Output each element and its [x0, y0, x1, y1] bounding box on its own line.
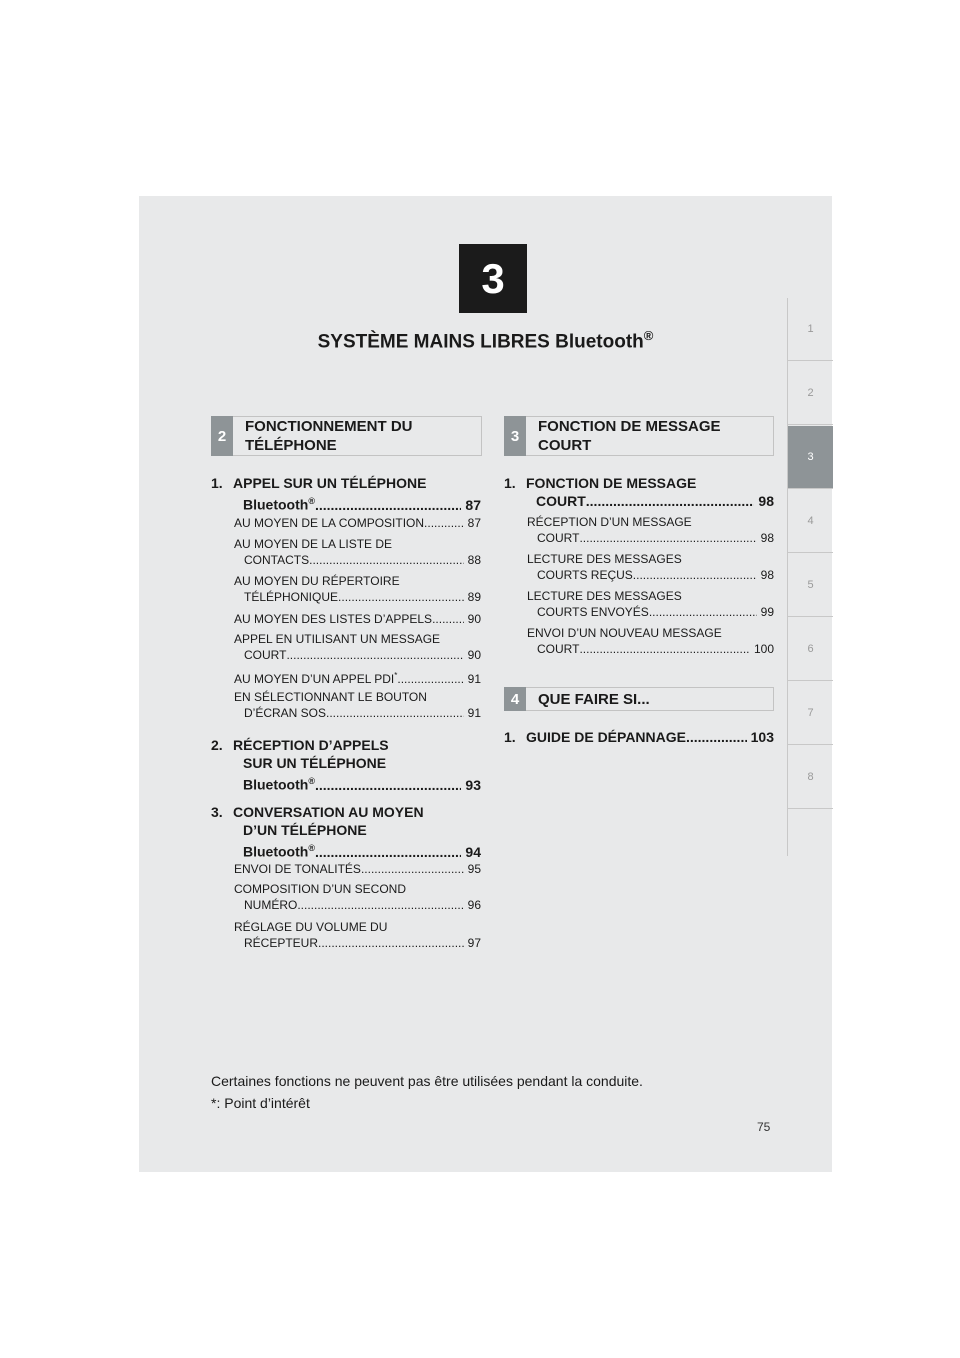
tab-6[interactable]: 6 — [788, 618, 833, 681]
section-title: FONCTION DE MESSAGE COURT — [538, 418, 721, 454]
toc-subentry[interactable]: AU MOYEN DES LISTES D’APPELS ..... 90 — [234, 611, 481, 627]
section-title: QUE FAIRE SI... — [538, 690, 650, 708]
section-number: 3 — [504, 416, 526, 456]
toc-entry-reception[interactable]: 2. RÉCEPTION D’APPELS SUR UN TÉLÉPHONE Bluetooth® ..... 93 — [211, 736, 481, 794]
tab-8[interactable]: 8 — [788, 746, 833, 809]
toc-subentry[interactable]: LECTURE DES MESSAGES COURTS ENVOYÉS ..... 99 — [527, 588, 774, 620]
toc-subentry[interactable]: COMPOSITION D’UN SECOND NUMÉRO ..... 96 — [234, 881, 481, 913]
section-number: 4 — [504, 687, 526, 711]
tab-5[interactable]: 5 — [788, 554, 833, 617]
chapter-number-badge: 3 — [459, 244, 527, 313]
footer-note: Certaines fonctions ne peuvent pas être utilisées pendant la conduite. — [211, 1073, 643, 1089]
tab-2[interactable]: 2 — [788, 362, 833, 425]
section-number: 2 — [211, 416, 233, 456]
footnote: *: Point d’intérêt — [211, 1095, 310, 1111]
section-header-2 — [211, 416, 482, 456]
toc-entry-fonction-message[interactable]: 1. FONCTION DE MESSAGE COURT ..... 98 — [504, 474, 774, 510]
tab-1[interactable]: 1 — [788, 298, 833, 361]
toc-subentry[interactable]: AU MOYEN D’UN APPEL PDI* ..... 91 — [234, 668, 481, 687]
toc-entry-conversation[interactable]: 3. CONVERSATION AU MOYEN D’UN TÉLÉPHONE Bluetooth® ..... 94 — [211, 803, 481, 861]
section-header-4 — [504, 687, 774, 711]
toc-entry-depannage[interactable]: 1. GUIDE DE DÉPANNAGE ..... 103 — [504, 728, 774, 746]
section-title: FONCTIONNEMENT DU TÉLÉPHONE — [245, 418, 413, 454]
toc-subentry[interactable]: EN SÉLECTIONNANT LE BOUTON D’ÉCRAN SOS ..... 91 — [234, 689, 481, 721]
tab-3[interactable]: 3 — [788, 426, 833, 489]
chapter-title: SYSTÈME MAINS LIBRES Bluetooth® — [317, 328, 654, 353]
tab-4[interactable]: 4 — [788, 490, 833, 553]
toc-subentry[interactable]: RÉCEPTION D’UN MESSAGE COURT ..... 98 — [527, 514, 774, 546]
toc-subentry[interactable]: AU MOYEN DE LA COMPOSITION ..... 87 — [234, 515, 481, 531]
toc-subentry[interactable]: ENVOI D’UN NOUVEAU MESSAGE COURT ..... 100 — [527, 625, 774, 657]
toc-subentry[interactable]: AU MOYEN DE LA LISTE DE CONTACTS ..... 88 — [234, 536, 481, 568]
tab-7[interactable]: 7 — [788, 682, 833, 745]
toc-subentry[interactable]: ENVOI DE TONALITÉS ..... 95 — [234, 861, 481, 877]
toc-subentry[interactable]: LECTURE DES MESSAGES COURTS REÇUS ..... 98 — [527, 551, 774, 583]
toc-entry-appel[interactable]: 1. APPEL SUR UN TÉLÉPHONE Bluetooth® ..... 87 — [211, 474, 481, 514]
tab-empty — [788, 810, 833, 856]
chapter-tabs — [787, 298, 833, 856]
page-number: 75 — [757, 1120, 771, 1134]
toc-subentry[interactable]: AU MOYEN DU RÉPERTOIRE TÉLÉPHONIQUE ..... 89 — [234, 573, 481, 605]
section-header-3 — [504, 416, 774, 456]
toc-subentry[interactable]: RÉGLAGE DU VOLUME DU RÉCEPTEUR ..... 97 — [234, 919, 481, 951]
toc-subentry[interactable]: APPEL EN UTILISANT UN MESSAGE COURT ..... 90 — [234, 631, 481, 663]
